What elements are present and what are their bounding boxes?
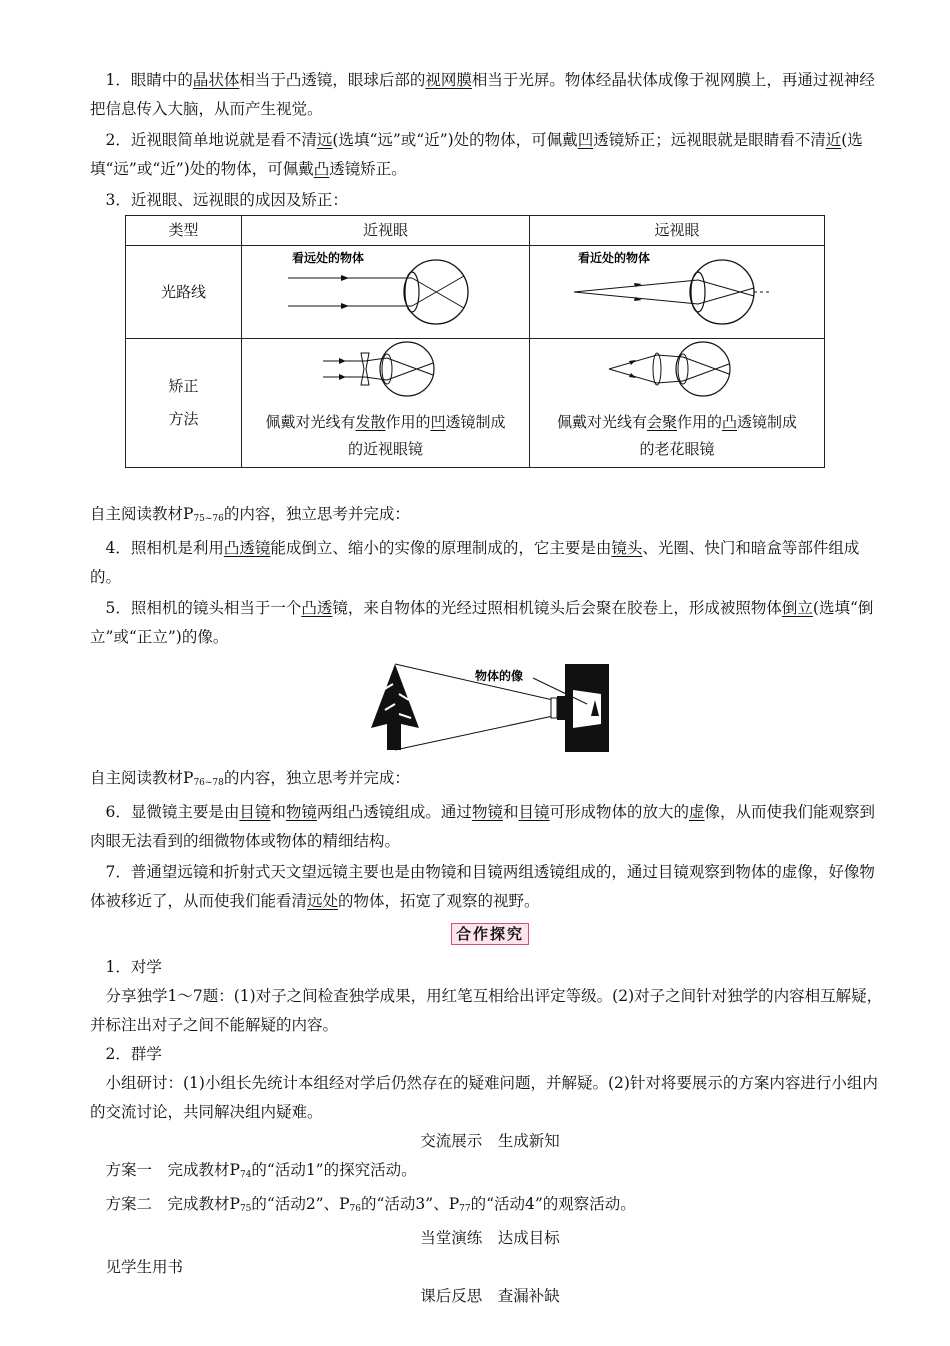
text: 透镜制成 — [737, 413, 798, 431]
text: 和 — [502, 803, 519, 821]
answer: 目镜 — [518, 803, 550, 821]
answer: 远处 — [307, 892, 339, 910]
text: 4．照相机是利用 — [105, 539, 224, 557]
answer: 近 — [825, 131, 842, 149]
paragraph-7 — [90, 858, 890, 916]
answer: 凹 — [430, 413, 446, 431]
header-myopia: 近视眼 — [242, 216, 530, 246]
document-page — [90, 66, 890, 1311]
row-correction — [126, 339, 242, 468]
answer: 镜头 — [611, 539, 643, 557]
myopia-ray-diagram — [242, 246, 530, 339]
text: 的“活动2”、P — [251, 1195, 350, 1213]
row-label: 矫正 — [168, 377, 199, 395]
paragraph-5 — [90, 594, 890, 652]
answer: 凸透镜 — [223, 539, 271, 557]
plan-2 — [90, 1190, 890, 1224]
text: 佩戴对光线有 — [556, 413, 647, 431]
convex-lens-diagram — [607, 339, 747, 399]
myopia-correction-cell — [242, 339, 530, 468]
answer: 视网膜 — [425, 71, 472, 89]
plan-1 — [90, 1156, 890, 1190]
text: 7．普通望远镜和折射式天文望远镜主要也是由物镜和目镜两组透镜组成的，通过目镜观察到物体的虚像，好像物体被移近了，从而使我们能看清 — [90, 863, 875, 910]
see-student-book: 见学生用书 — [105, 1258, 184, 1276]
paragraph-2 — [90, 126, 890, 184]
text: 像，从而使我们能观察到肉眼无法看到的细微物体或物体的精细结构。 — [90, 803, 876, 850]
text: 的“活动1”的探究活动。 — [251, 1161, 417, 1179]
text: 6．显微镜主要是由 — [105, 803, 240, 821]
row-label: 方法 — [168, 410, 199, 428]
hyperopia-eye-diagram — [572, 246, 782, 328]
text: 透镜矫正。 — [329, 160, 407, 178]
text: 方案二 完成教材P — [105, 1195, 240, 1213]
diagram-label: 看远处的物体 — [291, 251, 364, 265]
text: 的物体，拓宽了观察的视野。 — [338, 892, 540, 910]
answer: 凹 — [577, 131, 594, 149]
row-light-path: 光路线 — [126, 246, 242, 339]
reading-instruction-1 — [90, 500, 890, 534]
paragraph-6 — [90, 798, 890, 856]
text: 的内容，独立思考并完成： — [223, 505, 410, 523]
text: 的“活动3”、P — [360, 1195, 460, 1213]
hyperopia-correction-cell — [530, 339, 825, 468]
answer: 晶状体 — [192, 71, 240, 89]
heading-practice: 当堂演练 达成目标 — [420, 1229, 560, 1247]
answer: 远 — [316, 131, 333, 149]
text: 和 — [270, 803, 286, 821]
text: 1．眼睛中的 — [105, 71, 193, 89]
group-study-text: 小组研讨：(1)小组长先统计本组经对学后仍然存在的疑难问题，并解疑。(2)针对将要展示的方案内容进行小组内的交流讨论，共同解决组内疑难。 — [90, 1074, 878, 1121]
text: 方案一 完成教材P — [105, 1161, 240, 1179]
header-hyperopia: 远视眼 — [530, 216, 825, 246]
text: 的近视眼镜 — [347, 440, 423, 458]
page-number: 75 — [239, 1204, 252, 1214]
myopia-correction-caption — [242, 409, 529, 467]
answer: 会聚 — [646, 413, 677, 431]
myopia-eye-diagram — [286, 246, 486, 328]
page-number: 74 — [239, 1170, 252, 1180]
answer: 发散 — [355, 413, 386, 431]
text: 可形成物体的放大的 — [549, 803, 689, 821]
text: 能成倒立、缩小的实像的原理制成的，它主要是由 — [270, 539, 612, 557]
pair-study-text: 分享独学1～7题：(1)对子之间检查独学成果，用红笔互相给出评定等级。(2)对子之间针对独学的内容相互解疑，并标注出对子之间不能解疑的内容。 — [90, 987, 883, 1034]
section-badge-row — [90, 920, 890, 949]
paragraph-4 — [90, 534, 890, 592]
answer: 物镜 — [285, 803, 317, 821]
answer: 虚 — [689, 803, 705, 821]
text: 相当于凸透镜，眼球后部的 — [239, 71, 426, 89]
text: 相当于光屏。物体经晶状体成像于视网膜上，再通过视神经把信息传入大脑，从而产生视觉。 — [90, 71, 875, 118]
diagram-label: 看近处的物体 — [578, 251, 651, 265]
text: (选填“倒立”或“正立”)的像。 — [90, 599, 874, 646]
text: 透镜制成 — [445, 413, 506, 431]
text: 的“活动4”的观察活动。 — [470, 1195, 636, 1213]
answer: 凸 — [722, 413, 738, 431]
text: 镜，来自物体的光经过照相机镜头后会聚在胶卷上，形成被照物体 — [332, 599, 782, 617]
text: 佩戴对光线有 — [265, 413, 356, 431]
answer: 凸 — [313, 160, 330, 178]
text: 5．照相机的镜头相当于一个 — [105, 599, 302, 617]
text: 透镜矫正；远视眼就是眼睛看不清 — [593, 131, 826, 149]
text: 的老花眼镜 — [639, 440, 715, 458]
answer: 物镜 — [471, 803, 503, 821]
text: 作用的 — [385, 413, 431, 431]
text: (选填“远”或“近”)处的物体，可佩戴 — [332, 131, 578, 149]
text: 自主阅读教材P — [90, 769, 194, 787]
concave-lens-diagram — [321, 339, 451, 399]
text: 的内容，独立思考并完成： — [223, 769, 410, 787]
page-number: 77 — [459, 1204, 471, 1214]
answer: 目镜 — [239, 803, 271, 821]
answer: 倒立 — [781, 599, 813, 617]
camera-image-label: 物体的像 — [475, 669, 524, 683]
subsection-group-study: 2．群学 — [105, 1045, 162, 1063]
paragraph-1 — [90, 66, 890, 124]
hyperopia-correction-caption — [530, 409, 824, 467]
cooperative-inquiry-badge: 合作探究 — [451, 923, 529, 945]
text: 2．近视眼简单地说就是看不清 — [105, 131, 317, 149]
text: 、光圈、快门和暗盒等部件组成的。 — [90, 539, 860, 586]
camera-diagram — [365, 660, 615, 756]
text: (选填“远”或“近”)处的物体，可佩戴 — [90, 131, 863, 178]
reading-instruction-2 — [90, 764, 890, 798]
hyperopia-ray-diagram — [530, 246, 825, 339]
page-number: 76 — [349, 1204, 361, 1214]
text: 自主阅读教材P — [90, 505, 194, 523]
paragraph-3: 3．近视眼、远视眼的成因及矫正： — [105, 191, 348, 209]
page-range: 76~78 — [193, 778, 224, 788]
answer: 凸透 — [301, 599, 333, 617]
subsection-pair-study: 1．对学 — [105, 958, 162, 976]
heading-exchange: 交流展示 生成新知 — [420, 1132, 560, 1150]
text: 作用的 — [676, 413, 722, 431]
eye-defect-table — [125, 215, 825, 468]
page-range: 75~76 — [193, 514, 224, 524]
header-type: 类型 — [126, 216, 242, 246]
text: 两组凸透镜组成。通过 — [316, 803, 472, 821]
heading-reflection: 课后反思 查漏补缺 — [420, 1287, 560, 1305]
